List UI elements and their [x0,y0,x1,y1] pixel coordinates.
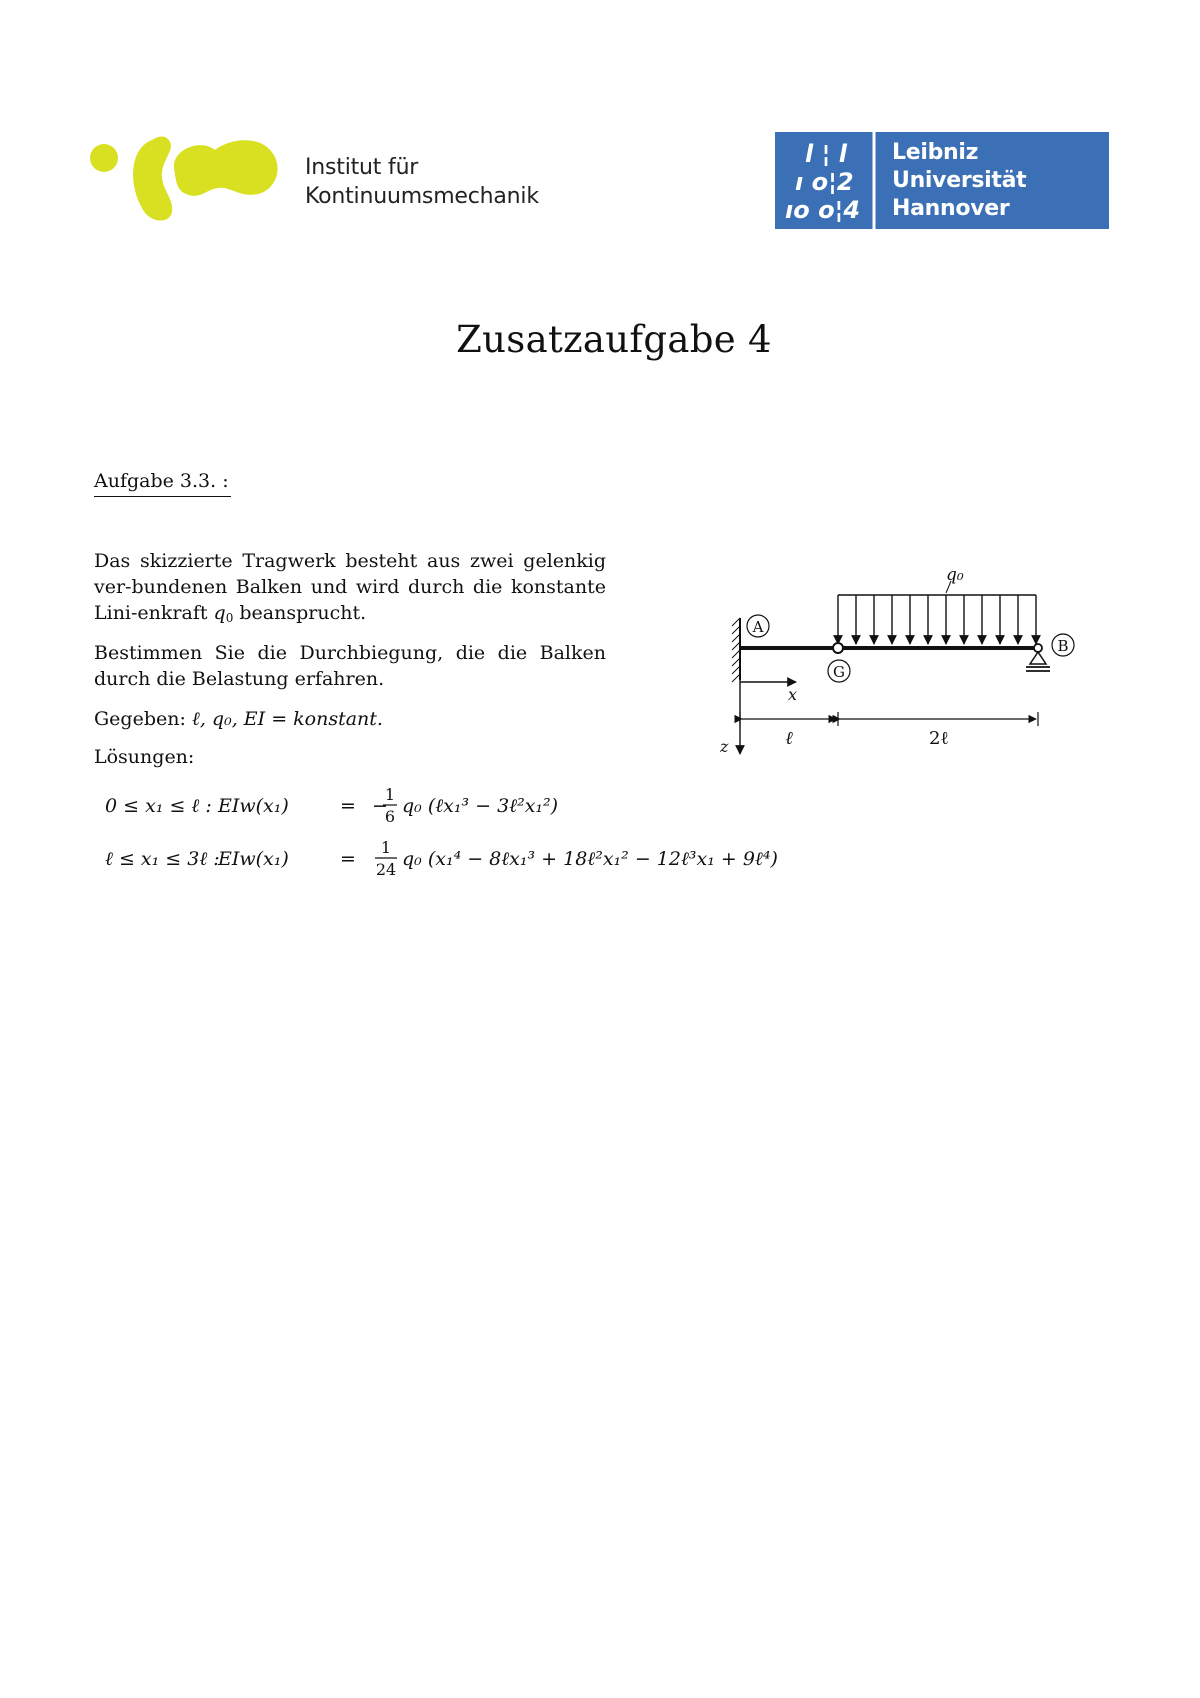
load-label: q₀ [946,565,964,585]
university-name [892,139,1026,223]
eq2-coef-num: 1 [380,838,392,857]
z-axis-label: z [720,737,729,756]
given-line [94,706,606,732]
page-title: Zusatzaufgabe 4 [456,318,772,361]
ikm-logo [90,128,280,228]
university-line2: Universität [892,168,1027,193]
ikm-logo-shapes [90,137,278,221]
task-label: Aufgabe 3.3. : [94,470,231,497]
distributed-load [838,581,1036,644]
load-symbol: q [213,602,226,624]
dimension-lines [740,712,1038,726]
luh-logo [775,132,1109,229]
eq1-equals: = [340,795,356,817]
solution-equations [100,780,800,890]
dimension-left: ℓ [785,728,793,749]
eq2-lhs: EIw(x₁) [218,848,289,870]
given-label: Gegeben: [94,708,186,730]
institute-line2: Kontinuumsmechanik [305,184,539,209]
eq1-coef-num: 1 [384,785,396,804]
wall-support [732,618,740,682]
eq2-condition: ℓ ≤ x₁ ≤ 3ℓ : [105,848,220,870]
eq1-body: q₀ (ℓx₁³ − 3ℓ²x₁²) [402,795,559,817]
x-axis-label: x [788,685,798,704]
support-b-label: B [1057,637,1069,655]
task-description-text: Das skizzierte Tragwerk besteht aus zwei gelenkig ver-bundenen Balken und wird durch die konstante Lini-enkraft [94,550,606,624]
given-values: ℓ, q₀, EI = konstant. [191,708,383,730]
eq1-lhs: EIw(x₁) [218,795,289,817]
load-subscript: 0 [225,611,234,625]
eq1-coef-den: 6 [384,807,396,826]
institute-line1: Institut für [305,155,419,180]
hinge-label: G [833,663,845,681]
solutions-label: Lösungen: [94,746,195,768]
university-line1: Leibniz [892,140,979,165]
eq2-coef-den: 24 [375,860,397,879]
task-description-end: beansprucht. [233,602,367,624]
luh-glyph-row2: ı o¦2 [795,168,854,196]
task-description [94,548,606,631]
luh-glyph-row3: ıo o¦4 [785,196,861,224]
eq1-sign: − [372,795,388,817]
eq2-body: q₀ (x₁⁴ − 8ℓx₁³ + 18ℓ²x₁² − 12ℓ³x₁ + 9ℓ⁴) [402,848,778,870]
university-line3: Hannover [892,196,1010,221]
institute-name [305,153,539,211]
eq1-condition: 0 ≤ x₁ ≤ ℓ : [105,795,212,817]
luh-glyph-row1: l ¦ l [805,140,847,168]
support-a-label: A [752,618,764,636]
beam-diagram [708,560,1088,765]
dimension-right: 2ℓ [928,728,950,749]
task-question: Bestimmen Sie die Durchbiegung, die die Balken durch die Belastung erfahren. [94,642,606,690]
hinge [833,643,843,653]
eq2-equals: = [340,848,356,870]
